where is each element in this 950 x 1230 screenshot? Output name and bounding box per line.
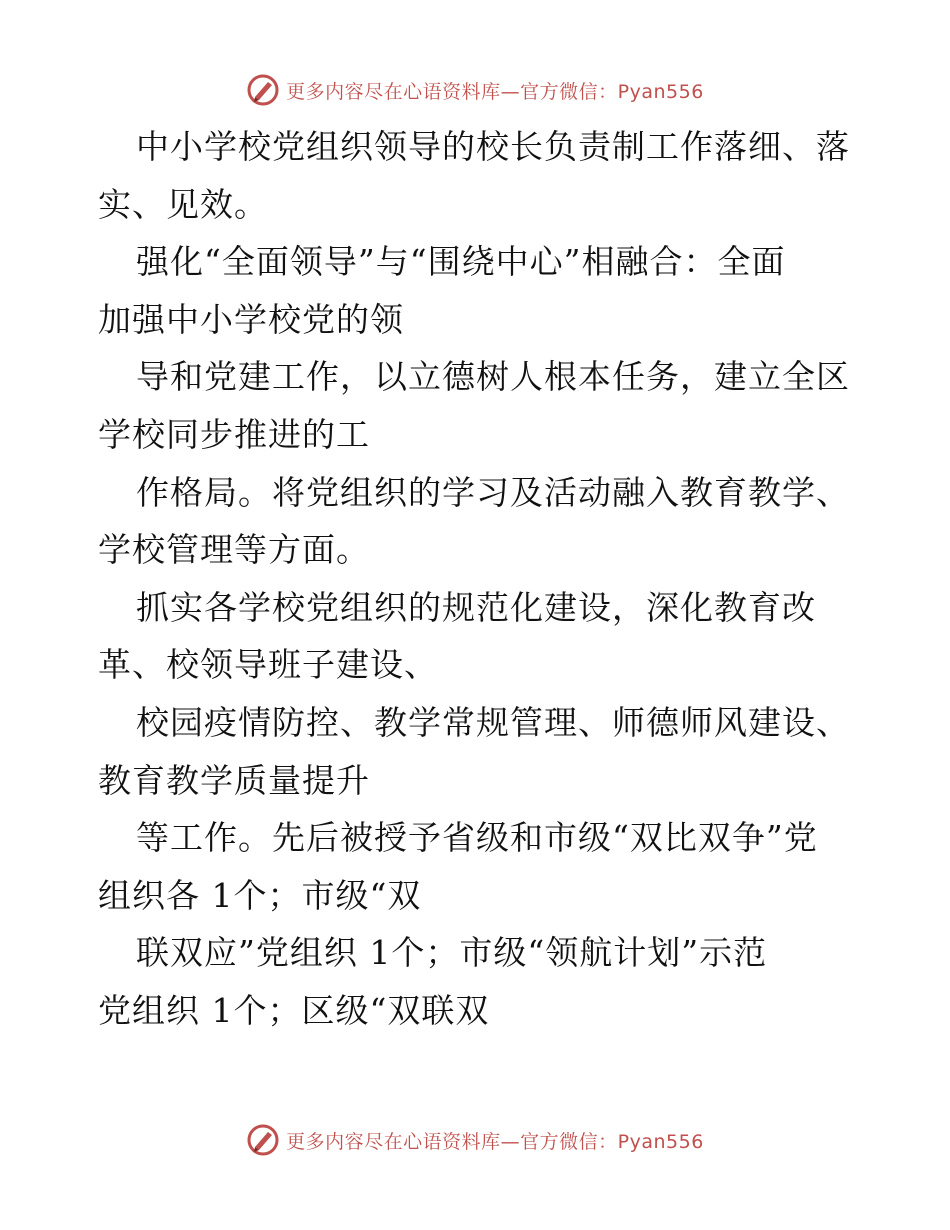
body-line: 教育教学质量提升 bbox=[98, 760, 370, 800]
body-line: 强化“全面领导”与“围绕中心”相融合：全面 bbox=[136, 242, 786, 282]
body-line: 学校管理等方面。 bbox=[98, 530, 370, 570]
body-line: 学校同步推进的工 bbox=[98, 414, 370, 454]
header-banner bbox=[0, 70, 950, 110]
body-line: 中小学校党组织领导的校长负责制工作落细、落 bbox=[136, 127, 850, 166]
body-line: 导和党建工作，以立德树人根本任务，建立全区 bbox=[136, 357, 850, 397]
body-line: 抓实各学校党组织的规范化建设，深化教育改 bbox=[136, 587, 816, 627]
footer-banner bbox=[0, 1120, 950, 1160]
body-line: 等工作。先后被授予省级和市级“双比双争”党 bbox=[136, 818, 818, 858]
banner-text: 更多内容尽在心语资料库—官方微信：Pyan556 bbox=[286, 1130, 704, 1153]
body-line: 组织各 1个；市级“双 bbox=[98, 875, 422, 915]
pen-circle-logo-icon bbox=[246, 73, 280, 107]
document-body bbox=[98, 118, 858, 1040]
body-line: 作格局。将党组织的学习及活动融入教育教学、 bbox=[136, 472, 850, 512]
body-line: 实、见效。 bbox=[98, 184, 268, 224]
body-line: 加强中小学校党的领 bbox=[98, 299, 404, 339]
body-line: 党组织 1个；区级“双联双 bbox=[98, 990, 490, 1030]
pen-circle-logo-icon bbox=[246, 1123, 280, 1157]
body-line: 革、校领导班子建设、 bbox=[98, 645, 438, 685]
body-line: 校园疫情防控、教学常规管理、师德师风建设、 bbox=[136, 702, 850, 742]
banner-text: 更多内容尽在心语资料库—官方微信：Pyan556 bbox=[286, 80, 704, 103]
body-line: 联双应”党组织 1个；市级“领航计划”示范 bbox=[136, 933, 768, 973]
